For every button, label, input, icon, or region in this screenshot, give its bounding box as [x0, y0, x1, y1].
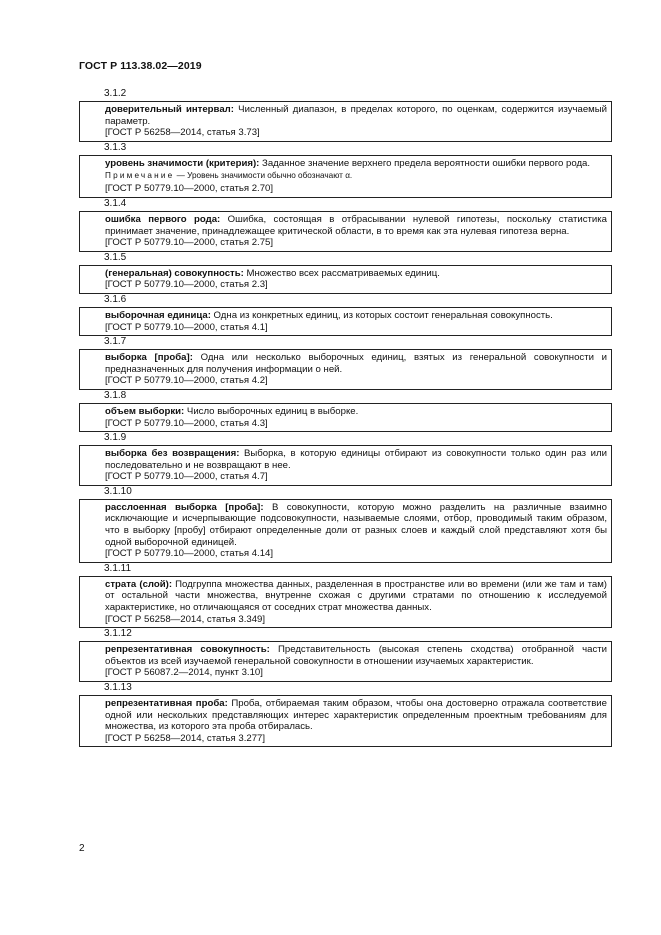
term-entry [79, 336, 612, 390]
term-number: 3.1.6 [104, 293, 127, 305]
term-definition [105, 698, 607, 733]
term-entry [79, 486, 612, 563]
term-name: репрезентативная проба: [105, 698, 228, 709]
term-definition-box [79, 155, 612, 198]
term-name: выборка без возвращения: [105, 448, 240, 460]
term-number: 3.1.3 [104, 141, 127, 153]
term-number: 3.1.5 [104, 251, 127, 263]
term-definition-box [79, 211, 612, 252]
term-entry [79, 563, 612, 628]
term-definition [105, 579, 607, 614]
term-definition [105, 406, 607, 418]
term-number: 3.1.12 [104, 628, 132, 640]
term-number: 3.1.7 [104, 336, 127, 348]
term-definition-box [79, 307, 612, 336]
term-source: [ГОСТ Р 50779.10—2000, статья 4.14] [105, 548, 274, 560]
term-entry [79, 432, 612, 486]
definition-text: Представительность (высокая степень сходства) отобранной части объектов из всей изучаемой генеральной совокупности в отношении изучаемых характеристик. [105, 644, 607, 667]
definition-text: Выборка, в которую единицы отбирают из совокупности только один раз или последовательно и не возвращают в нее. [105, 448, 607, 471]
term-definition-box [79, 641, 612, 682]
term-definition-box [79, 403, 612, 432]
term-number: 3.1.9 [104, 432, 127, 444]
term-name: страта (слой): [105, 578, 173, 590]
term-definition [105, 448, 607, 471]
document-header: ГОСТ Р 113.38.02—2019 [79, 60, 202, 72]
definition-text: Одна или несколько выборочных единиц, взятых из генеральной совокупности и предназначенных для получения информации о ней. [105, 352, 607, 375]
term-definition [105, 352, 607, 375]
term-source: [ГОСТ Р 56087.2—2014, пункт 3.10] [105, 667, 263, 679]
term-entry [79, 142, 612, 198]
definition-text: Подгруппа множества данных, разделенная в пространстве или во времени (или же там и там) от остальной части множества, внутренне схожая с другими стратами по отношению к исследуемой характеристике, но отличающаяся от соседних страт множества данных. [105, 578, 608, 614]
term-entry [79, 198, 612, 252]
term-name: расслоенная выборка [проба]: [105, 501, 264, 513]
term-source: [ГОСТ Р 56258—2014, статья 3.73] [105, 127, 260, 139]
note-label: Примечание [105, 171, 175, 181]
term-source: [ГОСТ Р 50779.10—2000, статья 2.75] [105, 237, 274, 249]
term-name: (генеральная) совокупность: [105, 267, 244, 279]
term-number: 3.1.8 [104, 389, 127, 401]
term-definition [105, 104, 607, 127]
page-number: 2 [79, 843, 85, 854]
term-name: выборка [проба]: [105, 352, 193, 364]
term-entry [79, 88, 612, 142]
term-name: ошибка первого рода: [105, 213, 221, 225]
term-definition-box [79, 499, 612, 563]
term-name: репрезентативная совокупность: [105, 644, 270, 656]
term-note [105, 170, 607, 182]
term-number: 3.1.10 [104, 485, 132, 497]
term-definition [105, 310, 607, 322]
term-source: [ГОСТ Р 50779.10—2000, статья 4.2] [105, 375, 268, 387]
term-definition [105, 214, 607, 237]
term-name: объем выборки: [105, 405, 185, 417]
note-text: — Уровень значимости обычно обозначают α. [174, 171, 353, 181]
term-source: [ГОСТ Р 56258—2014, статья 3.277] [105, 732, 266, 744]
term-source: [ГОСТ Р 50779.10—2000, статья 4.1] [105, 321, 268, 333]
definition-text: Заданное значение верхнего предела вероятности ошибки первого рода. [259, 157, 591, 169]
term-source: [ГОСТ Р 50779.10—2000, статья 4.3] [105, 417, 268, 429]
term-definition [105, 502, 607, 548]
term-entry [79, 682, 612, 747]
term-definition-box [79, 265, 612, 294]
term-definition-box [79, 349, 612, 390]
term-source: [ГОСТ Р 50779.10—2000, статья 2.70] [105, 183, 274, 195]
term-definition [105, 644, 607, 667]
term-name: выборочная единица: [105, 309, 211, 321]
definition-text: Ошибка, состоящая в отбрасывании нулевой гипотезы, поскольку статистика принимает значение, принадлежащее критической области, в то время как эта нулевая гипотеза верна. [105, 213, 607, 237]
term-entry [79, 252, 612, 294]
term-entry [79, 628, 612, 682]
term-definition-box [79, 101, 612, 142]
term-name: уровень значимости (критерия): [105, 157, 260, 169]
term-definition-box [79, 445, 612, 486]
definition-text: Число выборочных единиц в выборке. [184, 405, 359, 417]
definition-text: Численный диапазон, в пределах которого, по оценкам, содержится изучаемый параметр. [105, 104, 608, 127]
term-number: 3.1.4 [104, 197, 127, 209]
term-source: [ГОСТ Р 50779.10—2000, статья 4.7] [105, 471, 268, 483]
term-number: 3.1.2 [104, 88, 127, 99]
term-source: [ГОСТ Р 50779.10—2000, статья 2.3] [105, 279, 268, 291]
definition-text: Проба, отбираемая таким образом, чтобы она достоверно отражала соответствие одной или нескольких представляющих интерес характеристик определенным проектным требованиям для множества, из которого эта проба отбиралась. [105, 698, 607, 733]
definition-text: Множество всех рассматриваемых единиц. [243, 267, 440, 279]
definition-text: В совокупности, которую можно разделить на различные взаимно исключающие и исчерпывающие подсовокупности, называемые слоями, отбор, проводимый таким образом, что в выборку [пробу] отбирают определенные доли от разных слоев и каждый слой представляют хотя бы одной выборочной единицей. [105, 501, 607, 548]
term-name: доверительный интервал: [105, 104, 234, 115]
term-number: 3.1.11 [104, 562, 132, 574]
definition-text: Одна из конкретных единиц, из которых состоит генеральная совокупность. [210, 309, 553, 321]
term-entry [79, 294, 612, 336]
term-definition-box [79, 695, 612, 747]
term-number: 3.1.13 [104, 682, 132, 693]
term-definition [105, 158, 607, 170]
term-definition [105, 268, 607, 280]
term-source: [ГОСТ Р 56258—2014, статья 3.349] [105, 613, 266, 625]
term-definition-box [79, 576, 612, 628]
term-entry [79, 390, 612, 432]
terms-list [79, 88, 612, 747]
